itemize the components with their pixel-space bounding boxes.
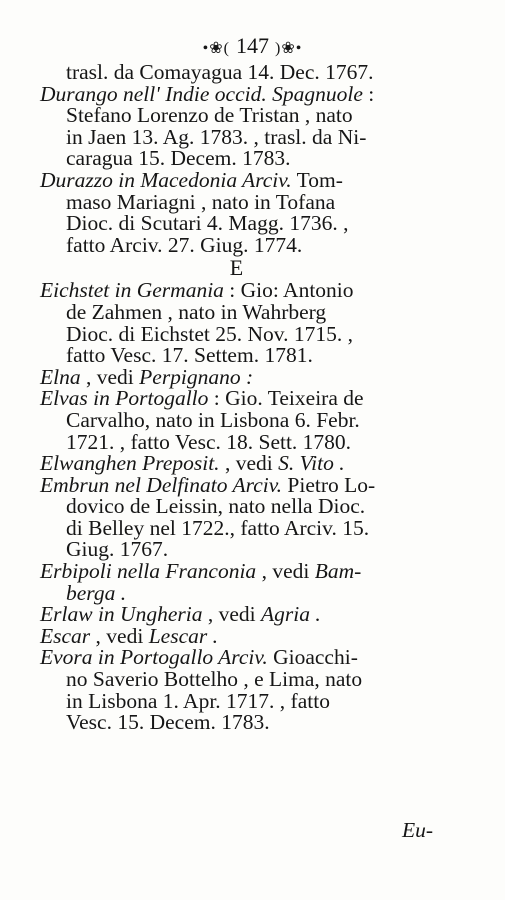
entry-text: maso Mariagni , nato in Tofana: [66, 189, 336, 214]
entry-heading: Evora in Portogallo Arciv.: [40, 645, 268, 670]
index-entry: [40, 388, 433, 453]
entry-text: fatto Arciv. 27. Giug. 1774.: [66, 232, 303, 257]
entry-text: , vedi: [256, 559, 315, 584]
entry-line: [40, 62, 433, 84]
index-entry: [40, 647, 433, 733]
entry-heading: Erlaw in Ungheria: [40, 602, 203, 627]
entry-line: [40, 515, 433, 540]
entry-line: [40, 453, 433, 475]
entry-line: [40, 580, 433, 605]
entry-reference: berga .: [66, 580, 127, 605]
entry-text: Dioc. di Eichstet 25. Nov. 1715. ,: [66, 321, 354, 346]
entry-heading: Eichstet in Germania: [40, 278, 224, 303]
left-ornament: •❀(: [202, 40, 230, 57]
entry-text: :: [362, 81, 375, 106]
entry-line: [40, 167, 433, 192]
entry-reference: Perpignano :: [139, 364, 254, 389]
index-entry: [40, 62, 433, 84]
entry-heading: Erbipoli nella Franconia: [40, 559, 257, 584]
entry-reference: Lescar .: [148, 623, 218, 648]
index-entry: [40, 604, 433, 626]
entry-line: [40, 407, 433, 432]
entry-line: [40, 321, 433, 346]
entry-line: [40, 472, 433, 497]
index-entry: [40, 561, 433, 604]
page-header: [0, 32, 505, 63]
entry-text: Tom-: [291, 167, 343, 192]
index-entry: [40, 453, 433, 475]
entry-text: 1721. , fatto Vesc. 18. Sett. 1780.: [66, 429, 352, 454]
entry-text: no Saverio Bottelho , e Lima, nato: [66, 667, 363, 692]
entry-reference: S. Vito .: [278, 451, 345, 476]
entry-line: [40, 561, 433, 583]
entry-line: [40, 647, 433, 669]
entry-text: Giug. 1767.: [66, 537, 169, 562]
entry-heading: Durango nell' Indie occid. Spagnuole: [40, 81, 363, 106]
right-ornament: )❀•: [275, 40, 303, 57]
entry-line: [40, 539, 433, 561]
entry-line: [40, 105, 433, 127]
entry-text: Gioacchi-: [267, 645, 358, 670]
index-entry: [40, 364, 433, 389]
entry-text: di Belley nel 1722., fatto Arciv. 15.: [66, 515, 370, 540]
index-entry: [40, 472, 433, 562]
entry-line: [40, 124, 433, 149]
entry-line: [40, 604, 433, 626]
entry-line: [40, 299, 433, 324]
entry-text: : Gio. Teixeira de: [208, 386, 364, 411]
entry-text: Dioc. di Scutari 4. Magg. 1736. ,: [66, 211, 349, 236]
entry-heading: Escar: [40, 623, 91, 648]
entries-d: [40, 62, 433, 256]
entry-line: [40, 429, 433, 454]
entry-line: [40, 712, 433, 734]
entry-text: , vedi: [90, 623, 149, 648]
entry-heading: Durazzo in Macedonia Arciv.: [40, 167, 292, 192]
index-entry: [40, 623, 433, 648]
entry-text: in Lisbona 1. Apr. 1717. , fatto: [66, 688, 330, 713]
entry-text: de Zahmen , nato in Wahrberg: [66, 299, 327, 324]
page-number: 147: [236, 33, 269, 58]
section-letter: E: [229, 255, 244, 281]
entry-text: Vesc. 15. Decem. 1783.: [66, 710, 270, 735]
entry-line: [40, 232, 433, 257]
entry-reference: Bam-: [314, 559, 362, 584]
entry-heading: Elwanghen Preposit.: [40, 451, 220, 476]
entry-text: dovico de Leissin, nato nella Dioc.: [66, 494, 366, 519]
entry-line: [40, 213, 433, 235]
entry-text: fatto Vesc. 17. Settem. 1781.: [66, 343, 313, 368]
entry-line: [40, 148, 433, 170]
entry-text: : Gio: Antonio: [223, 278, 354, 303]
entry-heading: Elvas in Portogallo: [40, 386, 209, 411]
entry-line: [40, 623, 433, 648]
entry-text: , vedi: [219, 451, 279, 476]
entry-text: in Jaen 13. Ag. 1783. , trasl. da Ni-: [66, 124, 367, 149]
entry-line: [40, 280, 433, 302]
entry-text: Pietro Lo-: [282, 472, 376, 497]
entry-text: Stefano Lorenzo de Tristan , nato: [66, 103, 353, 128]
entry-line: [40, 669, 433, 691]
entry-line: [40, 345, 433, 367]
entry-line: [40, 81, 433, 106]
index-entry: [40, 280, 433, 366]
entry-text: , vedi: [80, 364, 140, 389]
entry-line: [40, 688, 433, 713]
entry-text: trasl. da Comayagua 14. Dec. 1767.: [66, 60, 374, 84]
index-entry: [40, 167, 433, 257]
entry-line: [40, 189, 433, 214]
entry-reference: Agria .: [260, 602, 321, 627]
entries-e: [40, 280, 433, 733]
entry-text: Carvalho, nato in Lisbona 6. Febr.: [66, 407, 360, 432]
index-entry: [40, 81, 433, 171]
entry-heading: Embrun nel Delfinato Arciv.: [40, 472, 283, 497]
catchword: Eu-: [401, 818, 433, 842]
entry-text: , vedi: [202, 602, 261, 627]
page-text: [40, 62, 433, 734]
entry-text: caragua 15. Decem. 1783.: [66, 146, 291, 171]
entry-line: [40, 496, 433, 518]
entry-heading: Elna: [40, 364, 81, 389]
entry-line: [40, 364, 433, 389]
entry-line: [40, 388, 433, 410]
